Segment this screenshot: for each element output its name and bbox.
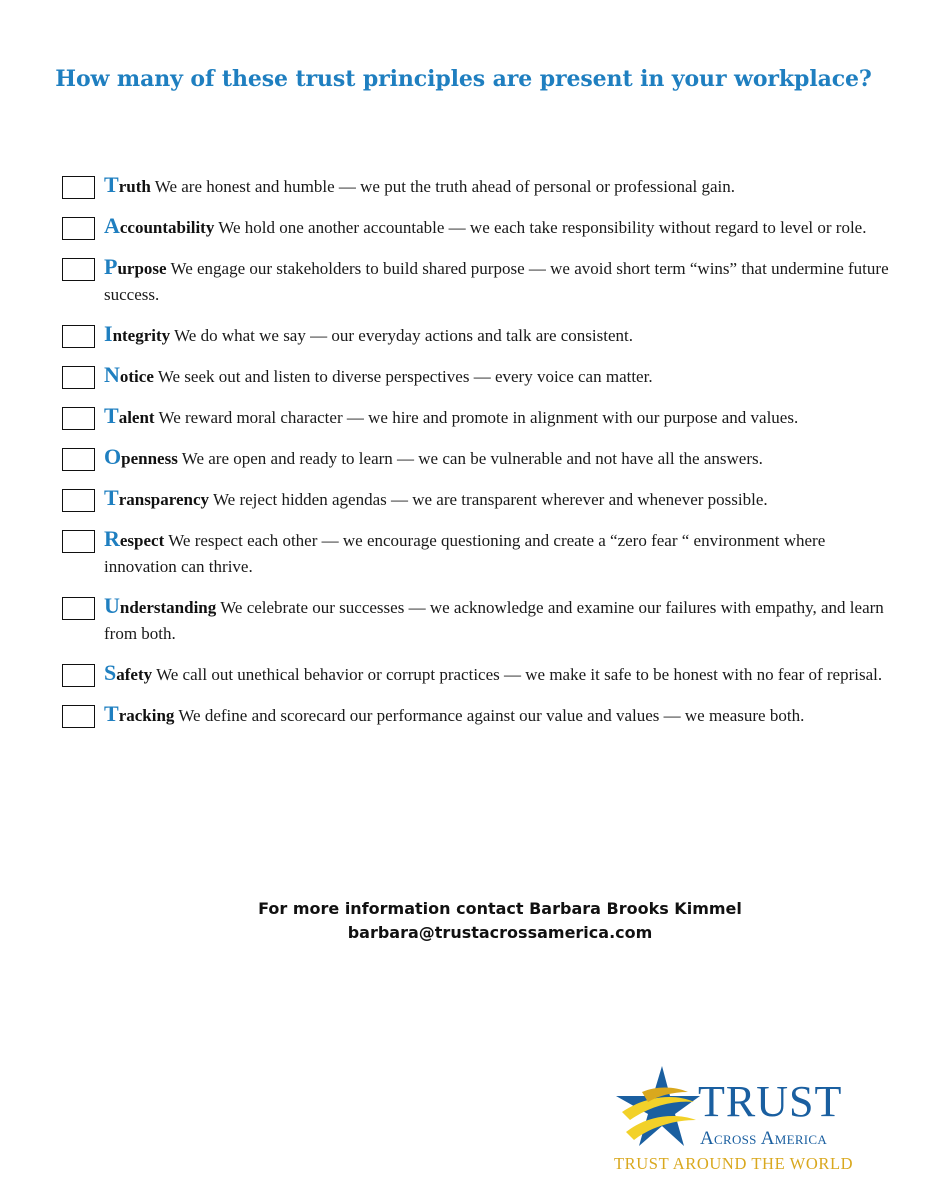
checkbox-respect[interactable] <box>62 530 95 553</box>
principles-checklist <box>62 172 897 742</box>
principle-initial: R <box>104 526 120 551</box>
principle-term: otice <box>119 367 154 386</box>
principle-description: We reward moral character — we hire and promote in alignment with our purpose and values. <box>154 408 799 427</box>
principle-item-openness <box>62 444 897 472</box>
principle-item-respect <box>62 526 897 580</box>
principle-term: ntegrity <box>112 326 171 345</box>
principle-term: nderstanding <box>119 598 217 617</box>
principle-description: We call out unethical behavior or corrupt practices — we make it safe to be honest with no fear of reprisal. <box>152 665 883 684</box>
contact-line: For more information contact Barbara Brooks Kimmel <box>258 899 742 918</box>
principle-description: We seek out and listen to diverse perspectives — every voice can matter. <box>153 367 653 386</box>
logo-tagline: TRUST AROUND THE WORLD <box>614 1154 854 1173</box>
principle-item-safety <box>62 660 897 688</box>
principle-description: We engage our stakeholders to build shared purpose — we avoid short term “wins” that undermine future success. <box>104 259 889 304</box>
principle-term: urpose <box>117 259 167 278</box>
contact-block <box>0 897 927 945</box>
principle-text <box>104 444 763 472</box>
principle-initial: N <box>104 362 120 387</box>
principle-initial: P <box>104 254 118 279</box>
principle-initial: U <box>104 593 120 618</box>
star-swoosh-icon <box>612 1062 702 1154</box>
principle-text <box>104 403 798 431</box>
principle-description: We respect each other — we encourage questioning and create a “zero fear “ environment where innovation can thrive. <box>104 531 826 576</box>
principle-initial: S <box>104 660 117 685</box>
principle-term: racking <box>118 706 175 725</box>
principle-item-transparency <box>62 485 897 513</box>
principle-initial: I <box>104 321 113 346</box>
principle-item-truth <box>62 172 897 200</box>
principle-description: We celebrate our successes — we acknowledge and examine our failures with empathy, and learn from both. <box>104 598 884 643</box>
principle-item-notice <box>62 362 897 390</box>
principle-description: We are honest and humble — we put the truth ahead of personal or professional gain. <box>150 177 735 196</box>
page-title: How many of these trust principles are present in your workplace? <box>55 66 872 92</box>
principle-text <box>104 660 882 688</box>
principle-initial: T <box>104 485 119 510</box>
checkbox-tracking[interactable] <box>62 705 95 728</box>
principle-initial: T <box>104 403 119 428</box>
principle-description: We hold one another accountable — we each take responsibility without regard to level or role. <box>214 218 867 237</box>
principle-description: We reject hidden agendas — we are transparent wherever and whenever possible. <box>209 490 768 509</box>
checkbox-notice[interactable] <box>62 366 95 389</box>
principle-term: ruth <box>118 177 151 196</box>
checkbox-transparency[interactable] <box>62 489 95 512</box>
principle-text <box>104 526 897 580</box>
checkbox-integrity[interactable] <box>62 325 95 348</box>
principle-text <box>104 362 653 390</box>
principle-term: alent <box>118 408 155 427</box>
principle-initial: T <box>104 172 119 197</box>
principle-item-tracking <box>62 701 897 729</box>
logo-wordmark: TRUST <box>698 1077 843 1126</box>
principle-text <box>104 593 897 647</box>
contact-email-link[interactable]: barbara@trustacrossamerica.com <box>347 923 653 942</box>
principle-initial: A <box>104 213 120 238</box>
principle-term: afety <box>116 665 153 684</box>
principle-text <box>104 485 768 513</box>
principle-description: We are open and ready to learn — we can be vulnerable and not have all the answers. <box>177 449 763 468</box>
checkbox-purpose[interactable] <box>62 258 95 281</box>
principle-term: ccountability <box>119 218 215 237</box>
principle-text <box>104 213 866 241</box>
principle-term: espect <box>119 531 165 550</box>
principle-item-integrity <box>62 321 897 349</box>
principle-item-understanding <box>62 593 897 647</box>
principle-text <box>104 321 633 349</box>
checkbox-accountability[interactable] <box>62 217 95 240</box>
logo-subtitle: Across America <box>700 1128 828 1149</box>
checkbox-talent[interactable] <box>62 407 95 430</box>
principle-term: ransparency <box>118 490 210 509</box>
checkbox-understanding[interactable] <box>62 597 95 620</box>
principle-description: We do what we say — our everyday actions and talk are consistent. <box>170 326 633 345</box>
principle-item-purpose <box>62 254 897 308</box>
checkbox-truth[interactable] <box>62 176 95 199</box>
principle-text <box>104 701 804 729</box>
principle-text <box>104 254 897 308</box>
principle-initial: T <box>104 701 119 726</box>
principle-description: We define and scorecard our performance against our value and values — we measure both. <box>174 706 805 725</box>
principle-term: penness <box>121 449 178 468</box>
principle-initial: O <box>104 444 122 469</box>
checkbox-openness[interactable] <box>62 448 95 471</box>
principle-item-talent <box>62 403 897 431</box>
trust-across-america-logo <box>612 1062 882 1177</box>
principle-text <box>104 172 735 200</box>
checkbox-safety[interactable] <box>62 664 95 687</box>
principle-item-accountability <box>62 213 897 241</box>
